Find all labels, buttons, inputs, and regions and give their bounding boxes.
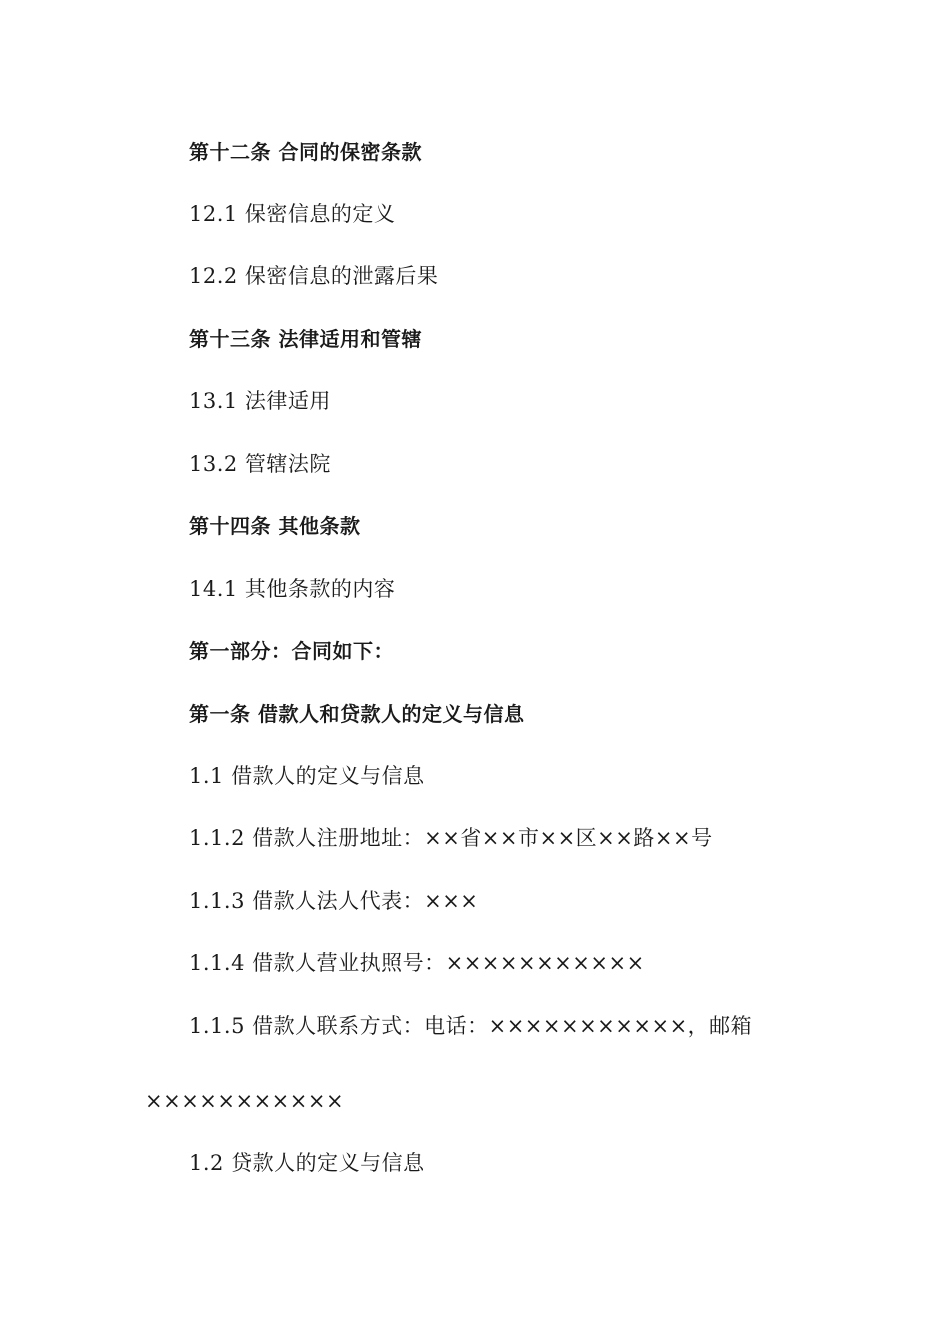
clause-1-2: 1.2 贷款人的定义与信息 [189, 1151, 425, 1175]
clause-12-2: 12.2 保密信息的泄露后果 [189, 264, 439, 288]
clause-1-1-5: 1.1.5 借款人联系方式：电话：×××××××××××，邮箱 [189, 1014, 753, 1038]
clause-12-1: 12.1 保密信息的定义 [189, 202, 396, 226]
clause-1-1-4: 1.1.4 借款人营业执照号：××××××××××× [189, 951, 645, 975]
clause-13-1: 13.1 法律适用 [189, 389, 331, 413]
part-1-heading: 第一部分：合同如下： [189, 639, 394, 663]
section-14-heading: 第十四条 其他条款 [189, 514, 361, 538]
article-1-heading: 第一条 借款人和贷款人的定义与信息 [189, 702, 525, 726]
clause-14-1: 14.1 其他条款的内容 [189, 577, 396, 601]
clause-1-1-5-continuation: ××××××××××× [145, 1089, 345, 1113]
section-12-heading: 第十二条 合同的保密条款 [189, 140, 422, 164]
section-13-heading: 第十三条 法律适用和管辖 [189, 327, 422, 351]
clause-1-1: 1.1 借款人的定义与信息 [189, 764, 425, 788]
clause-13-2: 13.2 管辖法院 [189, 452, 331, 476]
clause-1-1-3: 1.1.3 借款人法人代表：××× [189, 889, 479, 913]
clause-1-1-2: 1.1.2 借款人注册地址：××省××市××区××路××号 [189, 826, 713, 850]
